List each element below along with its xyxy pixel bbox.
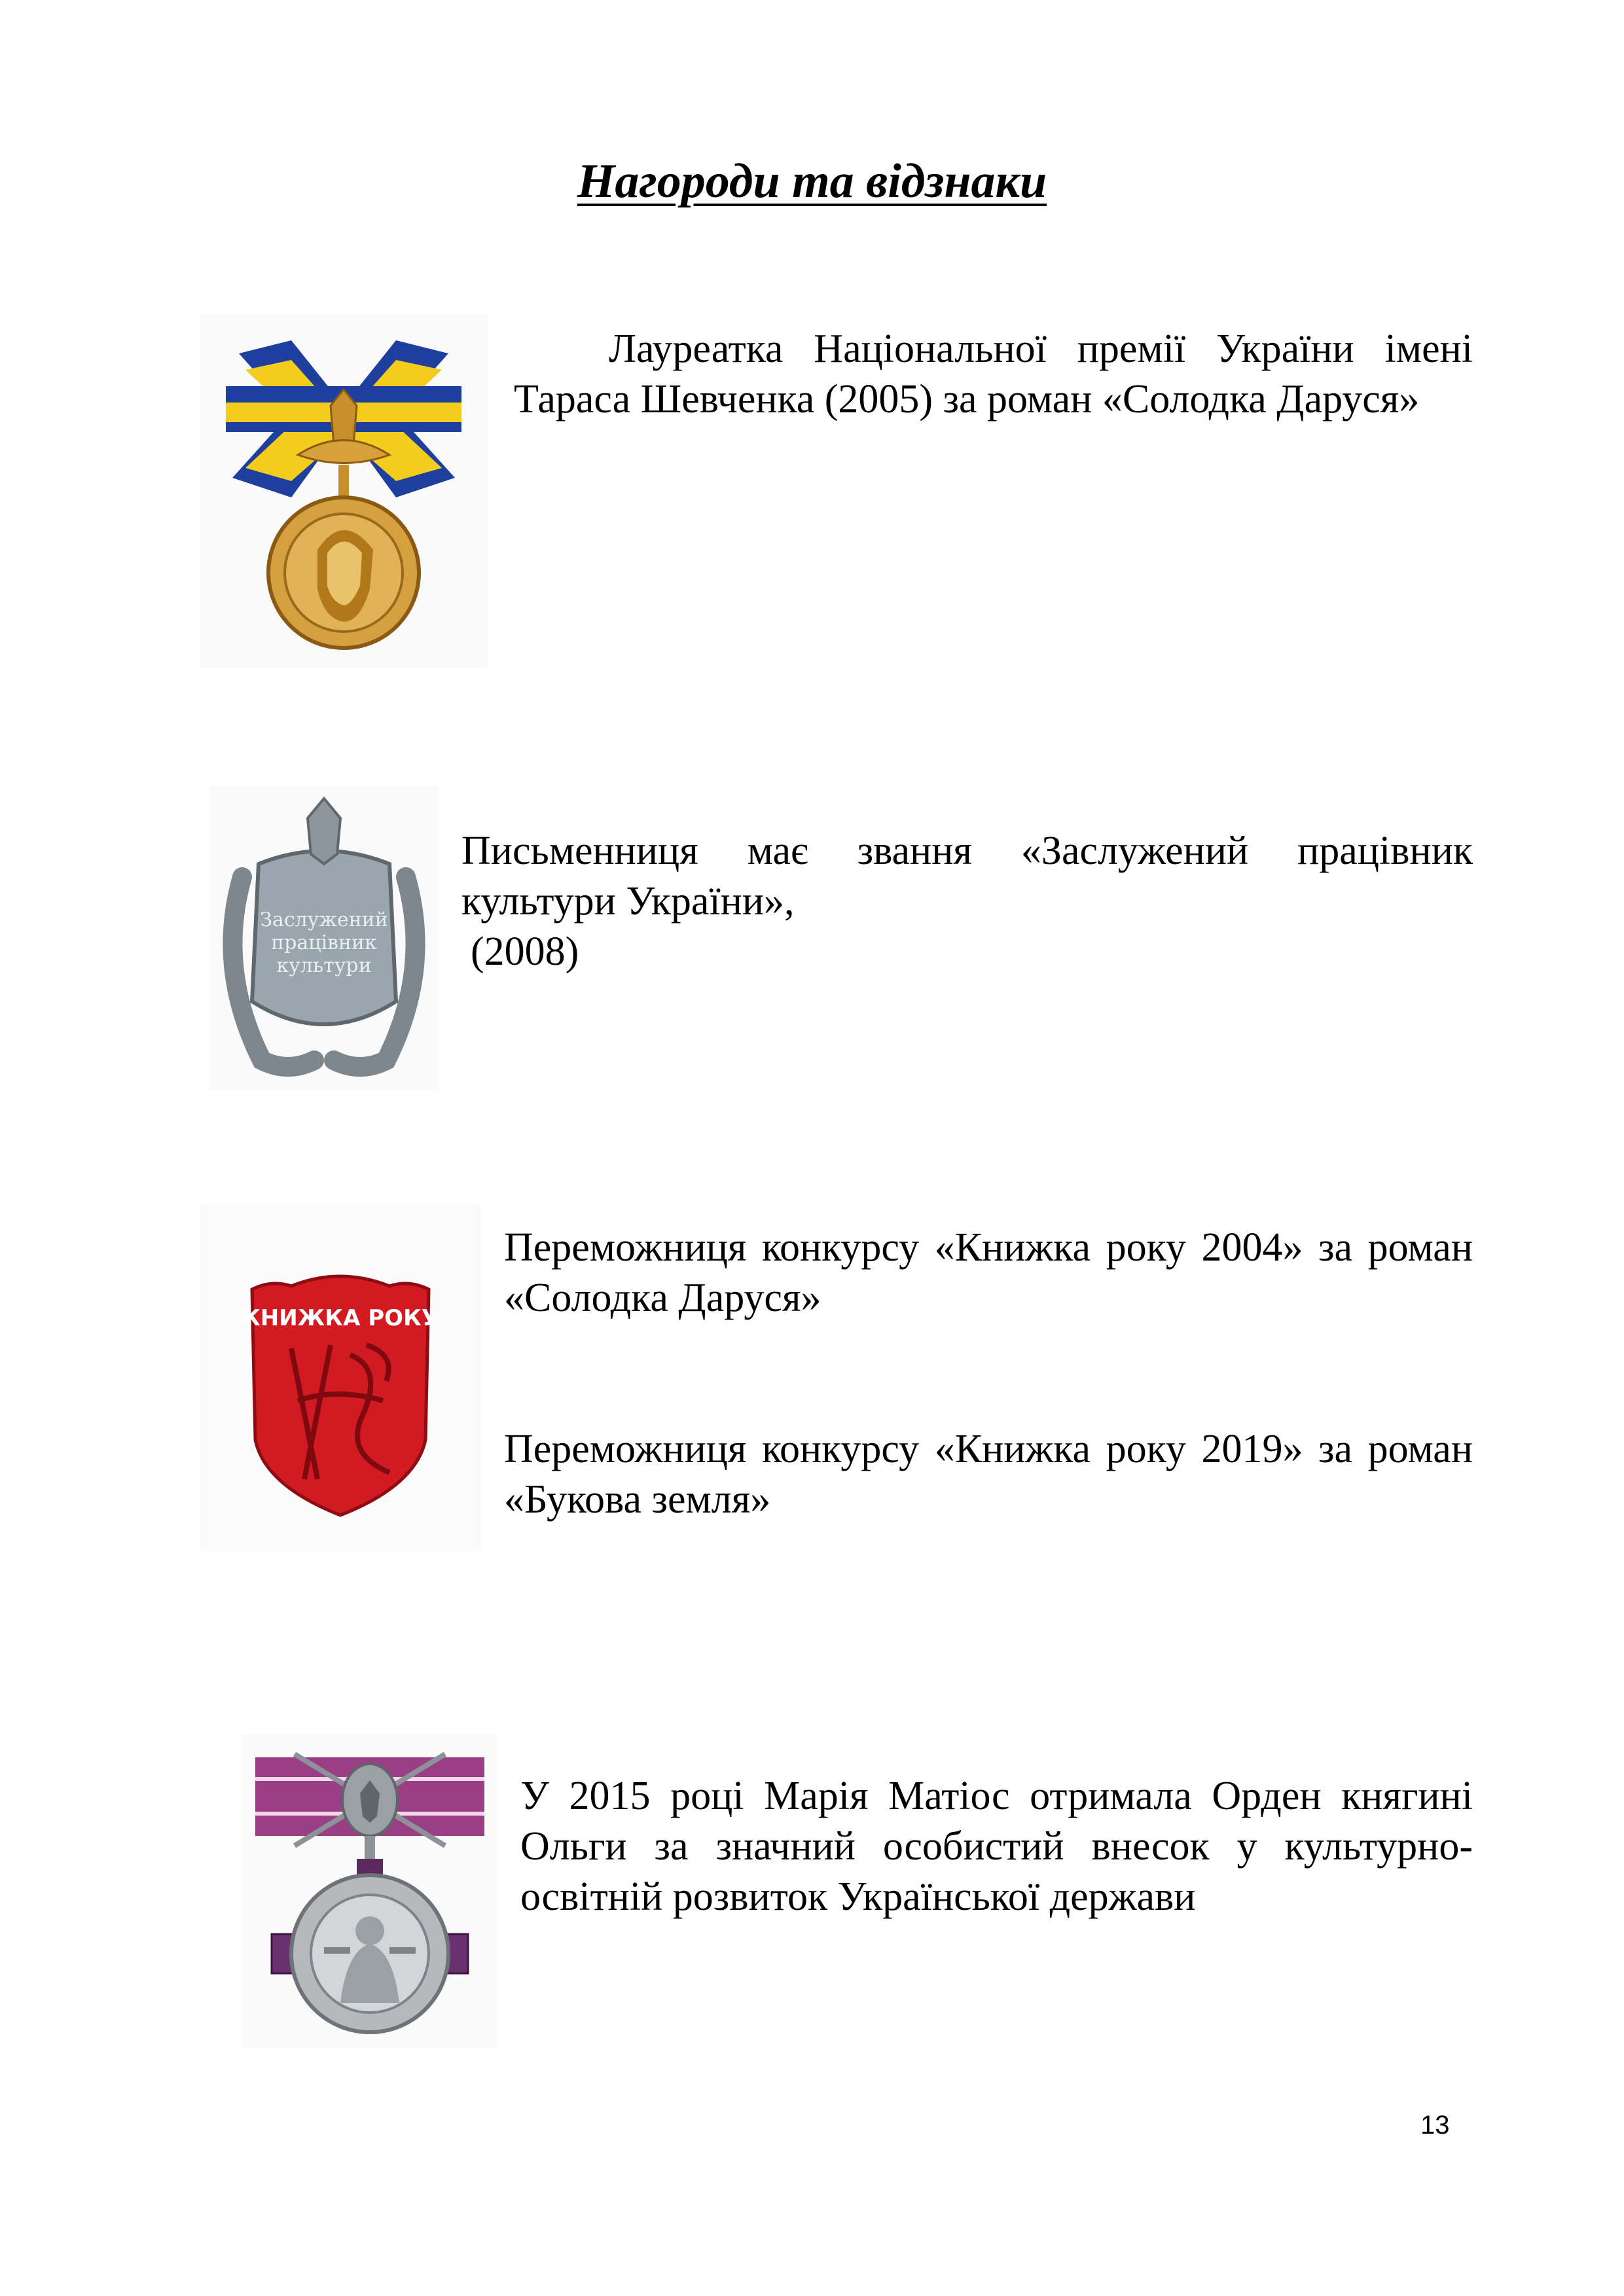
- award-text-book-of-year: [504, 1223, 1473, 1525]
- award-paragraph: Переможниця конкурсу «Книжка року 2019» за роман «Букова земля»: [504, 1427, 1473, 1522]
- shevchenko-prize-medal-image: [200, 314, 488, 668]
- page-number: 13: [1420, 2111, 1450, 2140]
- page-title: Нагороди та відзнаки: [577, 154, 1047, 208]
- badge-text-line-3: культури: [276, 954, 372, 977]
- honored-culture-worker-badge-image: [209, 785, 439, 1090]
- award-paragraph: У 2015 році Марія Матіос отримала Орден княгині Ольги за значний особистий внесок у культурно-освітній розвиток Української держави: [520, 1774, 1473, 1919]
- shield-text: КНИЖКА РОКУ: [242, 1305, 439, 1331]
- award-text-princess-olga: [520, 1771, 1473, 1922]
- order-of-princess-olga-image: [242, 1734, 497, 2049]
- award-paragraph: Переможниця конкурсу «Книжка року 2004» за роман «Солодка Даруся»: [504, 1225, 1473, 1320]
- award-year: (2008): [471, 929, 579, 974]
- badge-text-line-1: Заслужений: [260, 908, 388, 931]
- award-paragraph: Письменниця має звання «Заслужений працівник культури України»,: [461, 829, 1473, 924]
- award-text-culture-worker: [461, 826, 1473, 977]
- book-of-the-year-shield-image: [200, 1204, 481, 1551]
- badge-text-line-2: працівник: [271, 931, 377, 954]
- award-text-shevchenko: [514, 324, 1473, 425]
- award-paragraph: Лауреатка Національної премії України імені Тараса Шевченка (2005) за роман «Солодка Даруся»: [514, 327, 1473, 422]
